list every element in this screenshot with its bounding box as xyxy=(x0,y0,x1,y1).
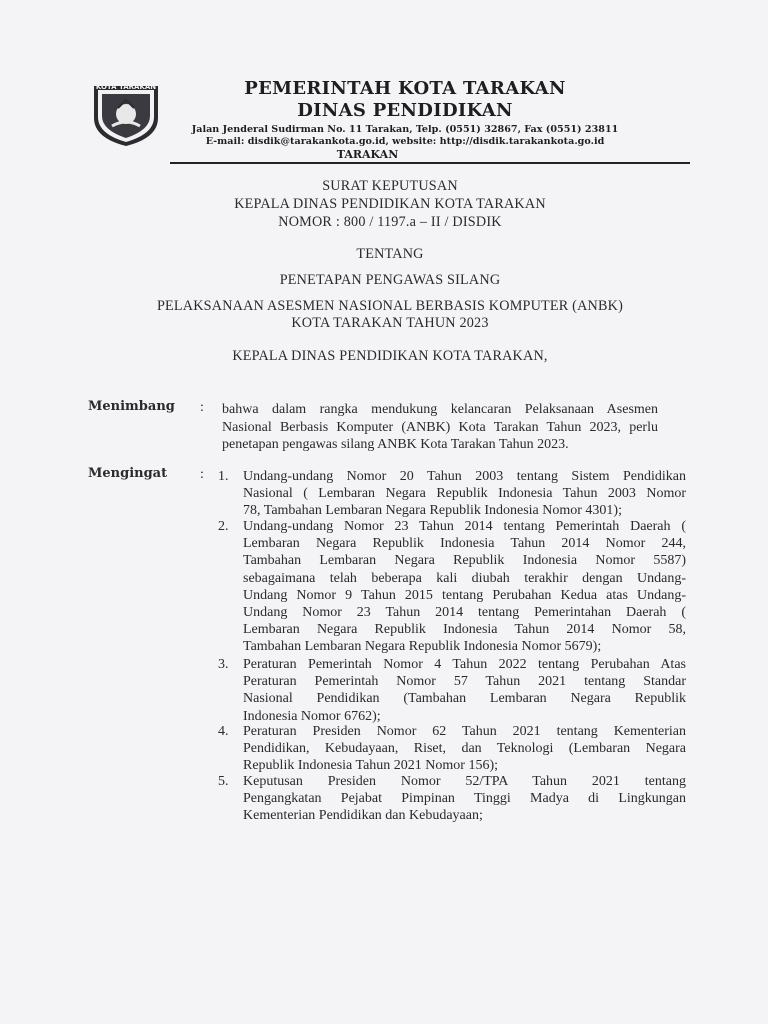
item-line: Peraturan Pemerintah Nomor 4 Tahun 2022 tentang Perubahan Atas xyxy=(243,657,686,672)
letterhead-city: TARAKAN xyxy=(336,148,399,161)
item-line: Lembaran Negara Republik Indonesia Tahun 2014 Nomor 58, xyxy=(243,622,686,638)
item-line: Peraturan Presiden Nomor 62 Tahun 2021 tentang Kementerian xyxy=(243,724,686,739)
svg-text:KOTA TARAKAN: KOTA TARAKAN xyxy=(95,83,157,91)
letterhead-department: DINAS PENDIDIKAN xyxy=(297,100,513,121)
item-line: Kementerian Pendidikan dan Kebudayaan; xyxy=(243,808,483,824)
item-line: 78, Tambahan Lembaran Negara Republik Indonesia Nomor 4301); xyxy=(243,503,622,519)
doc-subject-line1: PENETAPAN PENGAWAS SILANG xyxy=(279,272,501,288)
item-number: 4. xyxy=(218,724,229,739)
menimbang-line: Nasional Berbasis Komputer (ANBK) Kota Tarakan Tahun 2023, perlu xyxy=(222,419,658,435)
item-line: Keputusan Presiden Nomor 52/TPA Tahun 2021 tentang xyxy=(243,774,686,789)
item-line: Nasional Pendidikan (Tambahan Lembaran Negara Republik xyxy=(243,691,686,707)
item-line: Pengangkatan Pejabat Pimpinan Tinggi Madya di Lingkungan xyxy=(243,791,686,807)
doc-signatory: KEPALA DINAS PENDIDIKAN KOTA TARAKAN, xyxy=(232,348,548,364)
item-line: Undang Nomor 9 Tahun 2015 tentang Perubahan Kedua atas Undang- xyxy=(243,587,686,603)
letterhead-address: Jalan Jenderal Sudirman No. 11 Tarakan, Telp. (0551) 32867, Fax (0551) 23811 xyxy=(191,124,619,135)
item-line: Undang-undang Nomor 23 Tahun 2014 tentang Pemerintah Daerah ( xyxy=(243,519,686,534)
item-line: Indonesia Nomor 6762); xyxy=(243,708,381,724)
letterhead-contact: E-mail: disdik@tarakankota.go.id, website: http://disdik.tarakankota.go.id xyxy=(205,136,605,147)
item-line: Tambahan Lembaran Negara Republik Indonesia Nomor 5587) xyxy=(243,553,686,569)
item-line: Tambahan Lembaran Negara Republik Indonesia Nomor 5679); xyxy=(243,639,602,655)
doc-subject-line3: KOTA TARAKAN TAHUN 2023 xyxy=(291,315,489,331)
doc-issuer: KEPALA DINAS PENDIDIKAN KOTA TARAKAN xyxy=(234,196,546,212)
menimbang-line: penetapan pengawas silang ANBK Kota Tarakan Tahun 2023. xyxy=(222,437,569,452)
item-number: 5. xyxy=(218,774,229,789)
mengingat-label: Mengingat xyxy=(88,466,168,481)
doc-subject-line2: PELAKSANAAN ASESMEN NASIONAL BERBASIS KOMPUTER (ANBK) xyxy=(156,298,624,314)
item-line: Nasional ( Lembaran Negara Republik Indonesia Tahun 2003 Nomor xyxy=(243,486,686,502)
item-line: Pendidikan, Kebudayaan, Riset, dan Teknologi (Lembaran Negara xyxy=(243,741,686,757)
letterhead-government: PEMERINTAH KOTA TARAKAN xyxy=(244,78,566,99)
menimbang-colon: : xyxy=(200,400,204,415)
menimbang-label: Menimbang xyxy=(88,399,175,414)
item-line: Republik Indonesia Tahun 2021 Nomor 156); xyxy=(243,758,499,774)
item-line: Lembaran Negara Republik Indonesia Tahun 2014 Nomor 244, xyxy=(243,536,686,552)
doc-about: TENTANG xyxy=(356,246,424,262)
item-number: 1. xyxy=(218,469,229,484)
letterhead-divider xyxy=(170,162,690,164)
item-line: Undang Nomor 23 Tahun 2014 tentang Pemerintahan Daerah ( xyxy=(243,605,686,621)
doc-type: SURAT KEPUTUSAN xyxy=(322,178,458,194)
item-number: 2. xyxy=(218,519,229,534)
doc-number: NOMOR : 800 / 1197.a – II / DISDIK xyxy=(278,214,502,230)
item-number: 3. xyxy=(218,657,229,672)
menimbang-line: bahwa dalam rangka mendukung kelancaran Pelaksanaan Asesmen xyxy=(222,402,658,417)
item-line: Undang-undang Nomor 20 Tahun 2003 tentang Sistem Pendidikan xyxy=(243,469,686,484)
city-emblem-logo xyxy=(88,78,164,148)
mengingat-colon: : xyxy=(200,467,204,482)
item-line: sebagaimana telah beberapa kali diubah terakhir dengan Undang- xyxy=(243,570,686,586)
item-line: Peraturan Pemerintah Nomor 57 Tahun 2021 tentang Standar xyxy=(243,674,686,690)
menimbang-text xyxy=(222,401,658,454)
